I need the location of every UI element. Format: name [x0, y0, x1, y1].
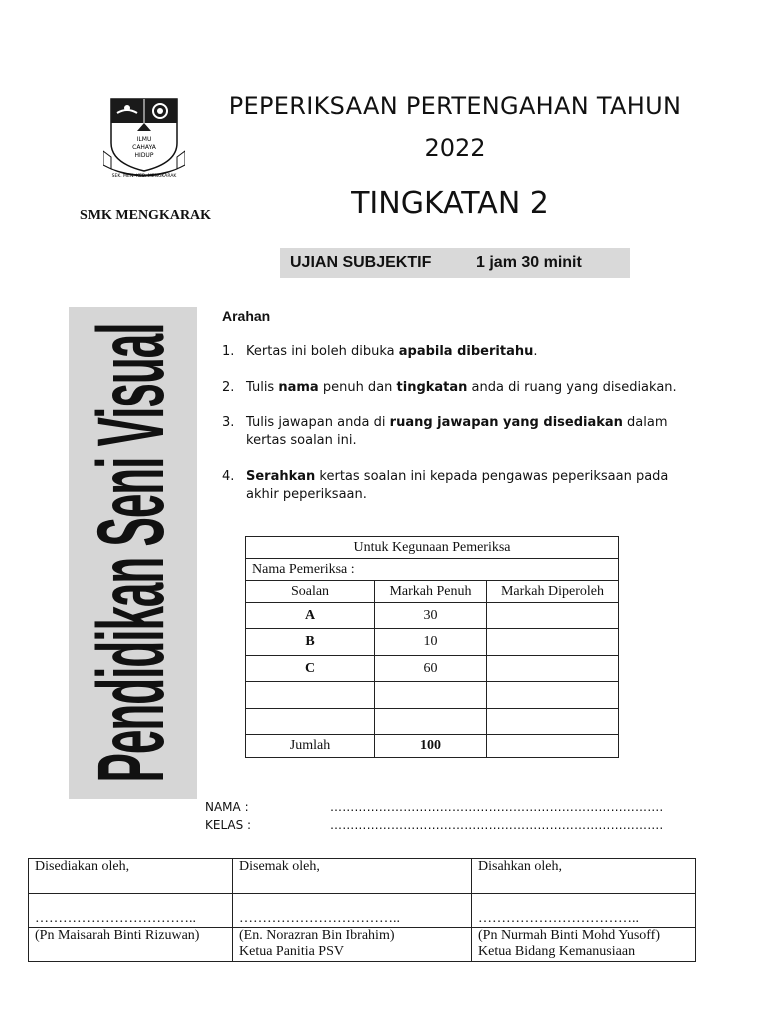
approved-by-role: Ketua Bidang Kemanusiaan — [478, 944, 636, 959]
column-header-section: Soalan — [246, 581, 375, 603]
full-marks-cell: 60 — [375, 656, 487, 682]
instruction-emphasis: apabila diberitahu — [398, 344, 534, 359]
instruction-text: Kertas ini boleh dibuka — [246, 344, 399, 359]
instruction-number: 2. — [222, 380, 235, 395]
logo-motto-2: CAHAYA — [132, 144, 156, 151]
approved-by-name: (Pn Nurmah Binti Mohd Yusoff) — [478, 928, 660, 943]
class-field[interactable]: ………………………………………………………………………. — [330, 818, 664, 832]
total-obtained-cell[interactable] — [487, 735, 619, 758]
prepared-by-signature[interactable]: …………………………….. — [29, 894, 233, 928]
checked-by-role: Ketua Panitia PSV — [239, 944, 344, 959]
paper-duration: 1 jam 30 minit — [476, 254, 582, 271]
full-marks-cell — [375, 682, 487, 709]
name-label: NAMA : — [205, 800, 249, 814]
instruction-text: dalam kertas soalan ini. — [246, 415, 668, 448]
column-header-marks-obtained: Markah Diperoleh — [487, 581, 619, 603]
prepared-by-name: (Pn Maisarah Binti Rizuwan) — [35, 928, 200, 943]
instruction-text: kertas soalan ini kepada pengawas peperiksaan pada akhir peperiksaan. — [246, 469, 669, 502]
instruction-text: Tulis jawapan anda di — [246, 415, 390, 430]
instruction-number: 3. — [222, 415, 235, 430]
instruction-emphasis: ruang jawapan yang disediakan — [389, 415, 623, 430]
instruction-number: 1. — [222, 344, 235, 359]
school-crest-icon — [103, 97, 185, 183]
total-value: 100 — [375, 735, 487, 758]
logo-motto-3: HIDUP — [134, 152, 154, 159]
section-cell — [246, 682, 375, 709]
marks-obtained-cell[interactable] — [487, 629, 619, 656]
section-cell — [246, 709, 375, 735]
approved-by-signature[interactable]: …………………………….. — [472, 894, 696, 928]
logo-ribbon: SEK. MEN. KEB. MENGKARAK — [111, 174, 177, 179]
full-marks-cell — [375, 709, 487, 735]
instruction-emphasis: nama — [278, 380, 319, 395]
instruction-item — [222, 343, 682, 361]
marks-obtained-cell[interactable] — [487, 656, 619, 682]
marks-obtained-cell[interactable] — [487, 709, 619, 735]
name-field[interactable]: ………………………………………………………………………. — [330, 800, 664, 814]
subject-title: Pendidikan Seni Visual — [79, 323, 185, 783]
section-cell: B — [246, 629, 375, 656]
full-marks-cell: 10 — [375, 629, 487, 656]
instruction-text: Tulis — [246, 380, 279, 395]
instruction-text: . — [533, 344, 538, 359]
instruction-item — [222, 379, 682, 397]
checked-by-label: Disemak oleh, — [233, 859, 472, 894]
paper-type: UJIAN SUBJEKTIF — [290, 254, 432, 271]
total-label: Jumlah — [246, 735, 375, 758]
instruction-emphasis: tingkatan — [396, 380, 468, 395]
instruction-text: penuh dan — [318, 380, 397, 395]
signature-table — [28, 858, 696, 962]
section-cell: A — [246, 603, 375, 629]
instructions-heading: Arahan — [222, 308, 271, 324]
examiner-table — [245, 536, 619, 758]
examiner-name-label: Nama Pemeriksa : — [246, 559, 619, 581]
exam-title: PEPERIKSAAN PERTENGAHAN TAHUN — [228, 92, 682, 120]
class-label: KELAS : — [205, 818, 252, 832]
column-header-full-marks: Markah Penuh — [375, 581, 487, 603]
school-name: SMK MENGKARAK — [80, 208, 212, 223]
instruction-item — [222, 414, 682, 450]
instruction-item — [222, 468, 682, 504]
form-level: TINGKATAN 2 — [351, 186, 549, 221]
section-cell: C — [246, 656, 375, 682]
marks-obtained-cell[interactable] — [487, 682, 619, 709]
exam-year: 2022 — [424, 134, 486, 162]
full-marks-cell: 30 — [375, 603, 487, 629]
checked-by-signature[interactable]: …………………………….. — [233, 894, 472, 928]
prepared-by-label: Disediakan oleh, — [29, 859, 233, 894]
instruction-text: anda di ruang yang disediakan. — [467, 380, 677, 395]
instruction-number: 4. — [222, 469, 235, 484]
marks-obtained-cell[interactable] — [487, 603, 619, 629]
examiner-table-title: Untuk Kegunaan Pemeriksa — [246, 537, 619, 559]
approved-by-label: Disahkan oleh, — [472, 859, 696, 894]
logo-motto-1: ILMU — [136, 136, 152, 143]
instruction-emphasis: Serahkan — [246, 469, 316, 484]
checked-by-name: (En. Norazran Bin Ibrahim) — [239, 928, 395, 943]
